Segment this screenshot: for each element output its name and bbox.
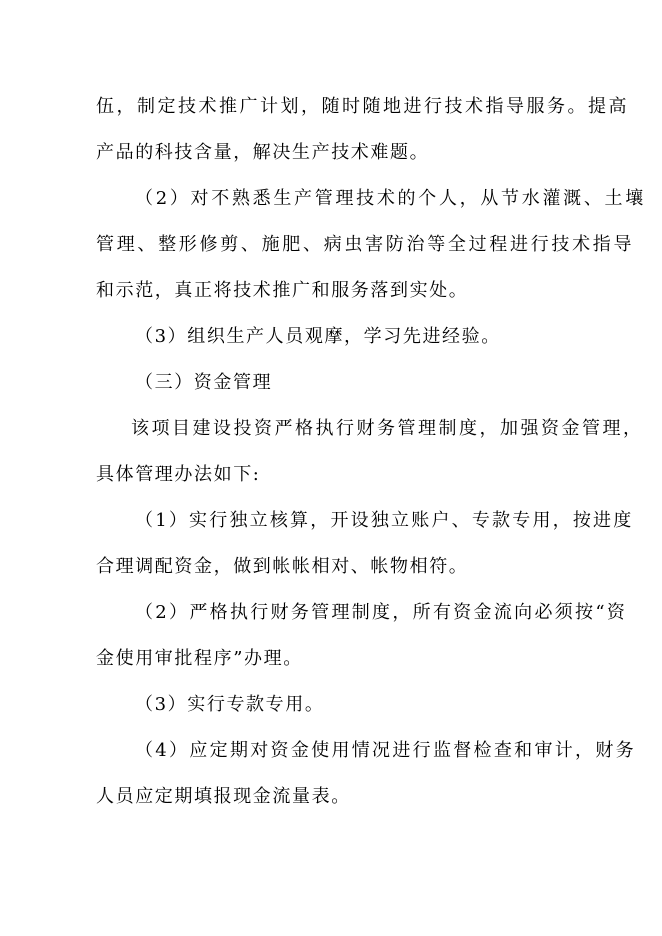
text-line: （1）实行独立核算，开设独立账户、专款专用，按进度 [135, 510, 634, 531]
text-line: 产品的科技含量，解决生产技术难题。 [96, 142, 430, 163]
text-line: 该项目建设投资严格执行财务管理制度，加强资金管理， [131, 418, 644, 439]
text-line: （4）应定期对资金使用情况进行监督检查和审计，财务 [135, 740, 636, 761]
text-line: 金使用审批程序”办理。 [96, 648, 303, 669]
text-line: 管理、整形修剪、施肥、病虫害防治等全过程进行技术指导 [96, 234, 635, 255]
text-line: 具体管理办法如下: [96, 464, 261, 485]
text-line: （3）实行专款专用。 [135, 694, 325, 715]
text-line: 合理调配资金，做到帐帐相对、帐物相符。 [96, 556, 469, 577]
text-line: （2）严格执行财务管理制度，所有资金流向必须按“资 [135, 602, 628, 623]
section-heading: （三）资金管理 [135, 372, 273, 393]
text-line: （3）组织生产人员观摩，学习先进经验。 [135, 326, 501, 347]
text-line: 人员应定期填报现金流量表。 [96, 786, 351, 807]
text-line: 和示范，真正将技术推广和服务落到实处。 [96, 280, 469, 301]
text-line: （2）对不熟悉生产管理技术的个人，从节水灌溉、土壤 [135, 188, 646, 209]
text-line: 伍，制定技术推广计划，随时随地进行技术指导服务。提高 [96, 96, 629, 117]
